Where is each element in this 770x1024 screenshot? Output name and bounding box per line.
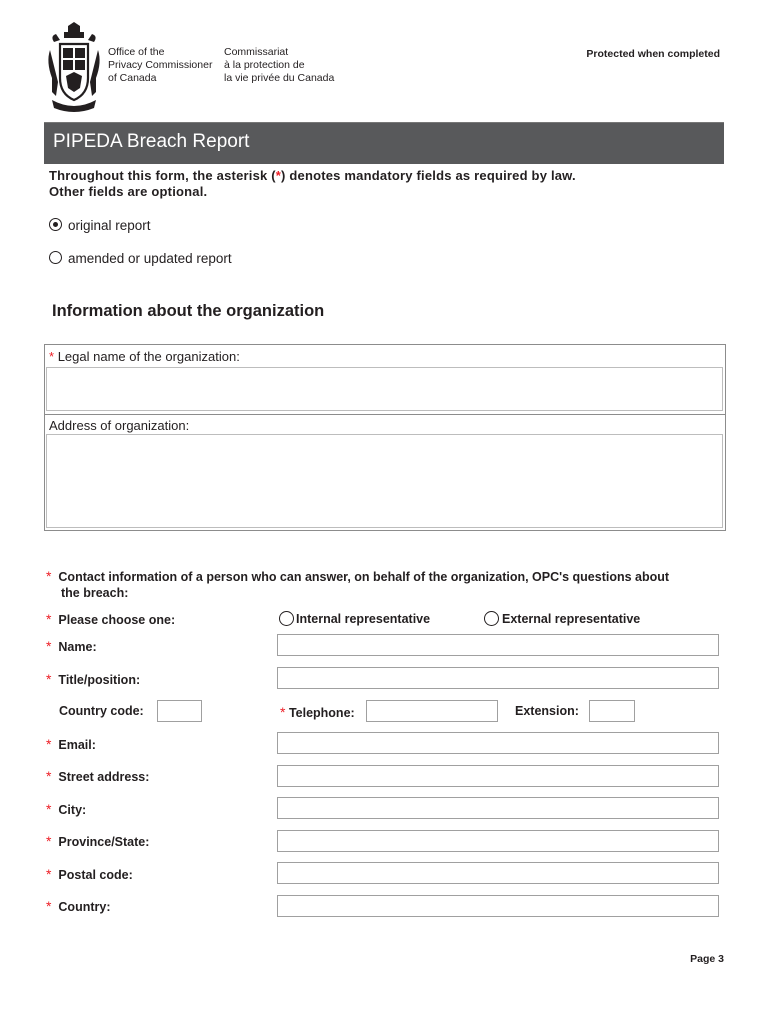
- city-input[interactable]: [277, 797, 719, 819]
- amended-report-label: amended or updated report: [68, 251, 232, 266]
- telephone-text: Telephone:: [288, 706, 355, 720]
- name-input[interactable]: [277, 634, 719, 656]
- postal-label: [46, 866, 133, 882]
- page-number: Page 3: [690, 953, 724, 965]
- internal-rep-radio[interactable]: [279, 611, 294, 626]
- mandatory-fields-notice: [49, 168, 576, 200]
- required-asterisk: *: [46, 866, 52, 882]
- name-text: Name:: [58, 640, 97, 654]
- org-fr-line: à la protection de: [224, 59, 305, 71]
- title-text: Title/position:: [58, 673, 141, 687]
- required-asterisk: *: [46, 611, 52, 627]
- telephone-input[interactable]: [366, 700, 498, 722]
- email-text: Email:: [58, 738, 96, 752]
- section-title: Information about the organization: [52, 302, 325, 320]
- amended-report-radio[interactable]: [49, 251, 62, 264]
- required-asterisk: *: [46, 801, 52, 817]
- street-label: [46, 768, 149, 784]
- asterisk-symbol: *: [275, 168, 282, 183]
- form-title: PIPEDA Breach Report: [53, 131, 250, 152]
- required-asterisk: *: [46, 833, 52, 849]
- org-fr-line: la vie privée du Canada: [224, 72, 335, 84]
- org-en-line: Office of the: [108, 46, 165, 58]
- country-text: Country:: [58, 900, 111, 914]
- internal-rep-label: Internal representative: [296, 612, 431, 626]
- country-input[interactable]: [277, 895, 719, 917]
- original-report-radio[interactable]: [49, 218, 62, 231]
- required-asterisk: *: [280, 704, 286, 720]
- intro-text: Throughout this form, the asterisk (: [49, 168, 276, 183]
- required-asterisk: *: [46, 568, 52, 584]
- telephone-label: [280, 704, 355, 720]
- contact-intro: [46, 568, 669, 601]
- contact-intro-text: the breach:: [61, 586, 129, 600]
- contact-intro-text: Contact information of a person who can answer, on behalf of the organization, OPC's questions about: [58, 570, 670, 584]
- country-code-input[interactable]: [157, 700, 202, 722]
- city-label: [46, 801, 86, 817]
- address-input[interactable]: [46, 434, 723, 528]
- form-title-bar: [44, 122, 724, 164]
- extension-input[interactable]: [589, 700, 635, 722]
- legal-name-input[interactable]: [46, 367, 723, 411]
- province-input[interactable]: [277, 830, 719, 852]
- name-label: [46, 638, 97, 654]
- required-asterisk: *: [46, 736, 52, 752]
- postal-code-input[interactable]: [277, 862, 719, 884]
- title-label: [46, 671, 140, 687]
- choose-one-text: Please choose one:: [58, 613, 176, 627]
- postal-text: Postal code:: [58, 868, 133, 882]
- org-en-line: Privacy Commissioner: [108, 59, 213, 71]
- required-asterisk: *: [49, 349, 55, 364]
- org-en-line: of Canada: [108, 72, 157, 84]
- country-code-label: Country code:: [59, 704, 144, 718]
- legal-name-text: Legal name of the organization:: [57, 349, 240, 364]
- province-label: [46, 833, 149, 849]
- coat-of-arms-logo: [46, 22, 102, 116]
- email-input[interactable]: [277, 732, 719, 754]
- address-label: Address of organization:: [49, 418, 190, 433]
- required-asterisk: *: [46, 898, 52, 914]
- choose-one-label: [46, 611, 175, 627]
- title-position-input[interactable]: [277, 667, 719, 689]
- external-rep-radio[interactable]: [484, 611, 499, 626]
- required-asterisk: *: [46, 768, 52, 784]
- legal-name-label: [49, 349, 240, 364]
- org-name-english: [108, 46, 212, 85]
- street-address-input[interactable]: [277, 765, 719, 787]
- org-fr-line: Commissariat: [224, 46, 289, 58]
- required-asterisk: *: [46, 638, 52, 654]
- email-label: [46, 736, 96, 752]
- province-text: Province/State:: [58, 835, 150, 849]
- street-text: Street address:: [58, 770, 150, 784]
- intro-text: ) denotes mandatory fields as required by law.: [281, 168, 576, 183]
- city-text: City:: [58, 803, 87, 817]
- original-report-label: original report: [68, 218, 151, 233]
- required-asterisk: *: [46, 671, 52, 687]
- external-rep-label: External representative: [502, 612, 641, 626]
- extension-label: Extension:: [515, 704, 579, 718]
- protected-notice: Protected when completed: [586, 48, 720, 60]
- org-name-french: [224, 46, 334, 85]
- country-label: [46, 898, 110, 914]
- intro-text: Other fields are optional.: [49, 184, 208, 199]
